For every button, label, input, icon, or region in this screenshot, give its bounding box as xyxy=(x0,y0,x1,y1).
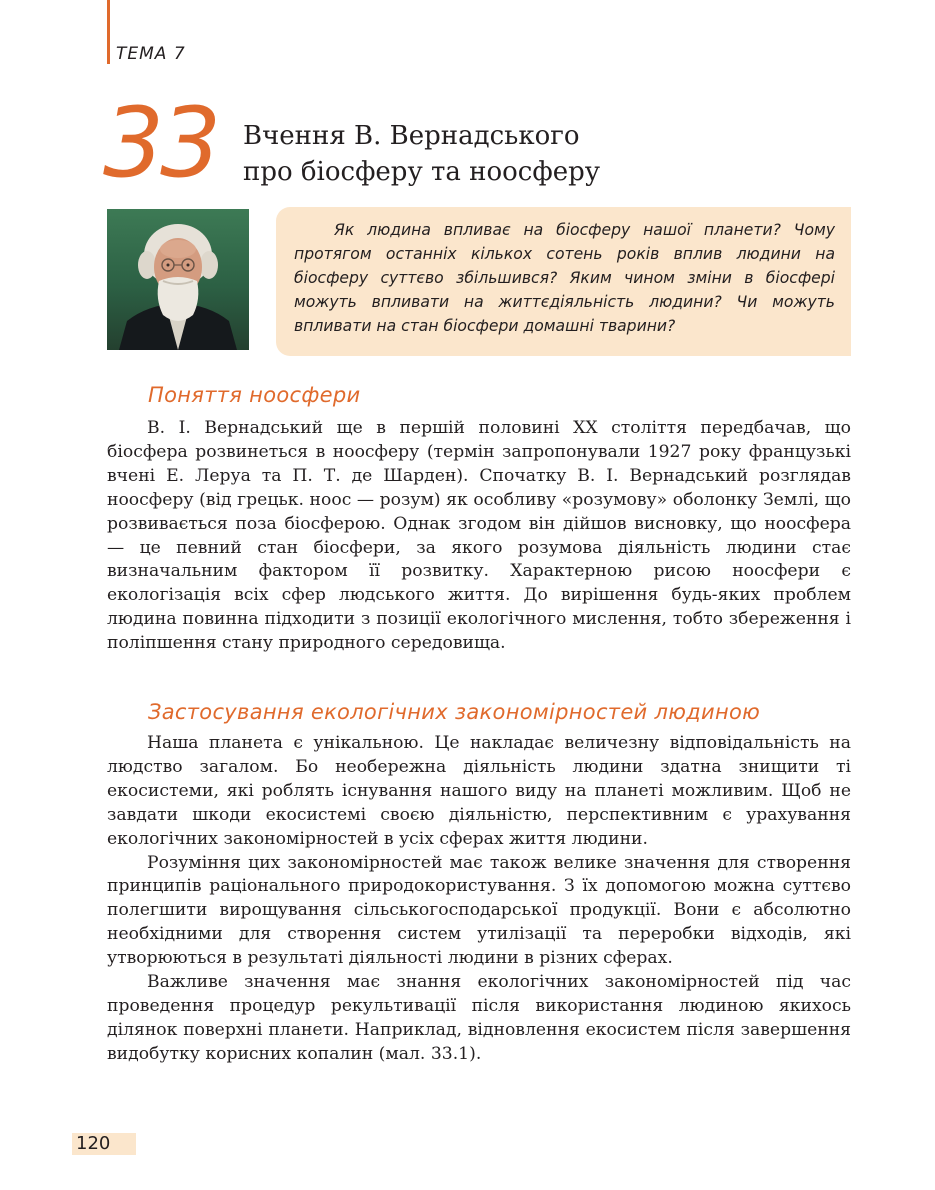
lesson-title xyxy=(243,118,803,190)
lesson-title-line-2: про біосферу та ноосферу xyxy=(243,157,601,187)
intro-questions-box xyxy=(276,207,851,356)
topic-label: ТЕМА 7 xyxy=(116,44,186,64)
lesson-title-line-1: Вчення В. Вернадського xyxy=(243,121,580,151)
paragraph: Розуміння цих закономірностей має також велике значення для створення принципів раціонального природокористування. З їх допомогою можна суттєво полегшити вирощування сільськогосподарської продукції. Вони є абсолютно необхідними для створення систем утилізації та переробки відходів, які утворюються в результаті діяльності людини в різних сферах. xyxy=(107,852,851,969)
portrait-illustration xyxy=(107,209,249,350)
topic-bar xyxy=(107,0,110,64)
section-text-noosphere xyxy=(107,417,851,656)
paragraph: Наша планета є унікальною. Це накладає величезну відповідальність на людство загалом. Бо необережна діяльність людини здатна знищити ті екосистеми, які роблять існування нашого виду на планеті можливим. Щоб не завдати шкоди екосистемі своєю діяльністю, перспективним є урахування екологічних закономірностей в усіх сферах життя людини. xyxy=(107,733,851,849)
vernadsky-portrait xyxy=(107,209,249,350)
section-heading-ecological-laws: Застосування екологічних закономірностей людиною xyxy=(148,700,761,724)
section-text-ecological-laws xyxy=(107,732,851,1067)
paragraph: Важливе значення має знання екологічних закономірностей під час проведення процедур рекультивації після використання людиною якихось ділянок поверхні планети. Наприклад, відновлення екосистем після завершення видобутку корисних копалин (мал. 33.1). xyxy=(107,972,851,1064)
intro-questions-text: Як людина впливає на біосферу нашої планети? Чому протягом останніх кількох сотень років вплив людини на біосферу суттєво збільшився? Яким чином зміни в біосфері можуть впливати на життєдіяльність людини? Чи можуть впливати на стан біосфери домашні тварини? xyxy=(294,221,835,335)
section-heading-noosphere: Поняття ноосфери xyxy=(148,383,361,407)
paragraph: В. І. Вернадський ще в першій половині XX століття передбачав, що біосфера розвинеться в ноосферу (термін запропонували 1927 року французькі вчені Е. Леруа та П. Т. де Шарден). Спочатку В. І. Вернадський розглядав ноосферу (від грецьк. ноос — розум) як особливу «розумову» оболонку Землі, що розвивається поза біосферою. Однак згодом він дійшов висновку, що ноосфера — це певний стан біосфери, за якого розумова діяльність людини стає визначальним фактором її розвитку. Характерною рисою ноосфери є екологізація всіх сфер людського життя. До вирішення будь-яких проблем людина повинна підходити з позиції екологічного мислення, тобто збереження і поліпшення стану природного середовища. xyxy=(107,418,851,654)
page-number: 120 xyxy=(72,1133,136,1155)
lesson-number: 33 xyxy=(103,87,218,199)
